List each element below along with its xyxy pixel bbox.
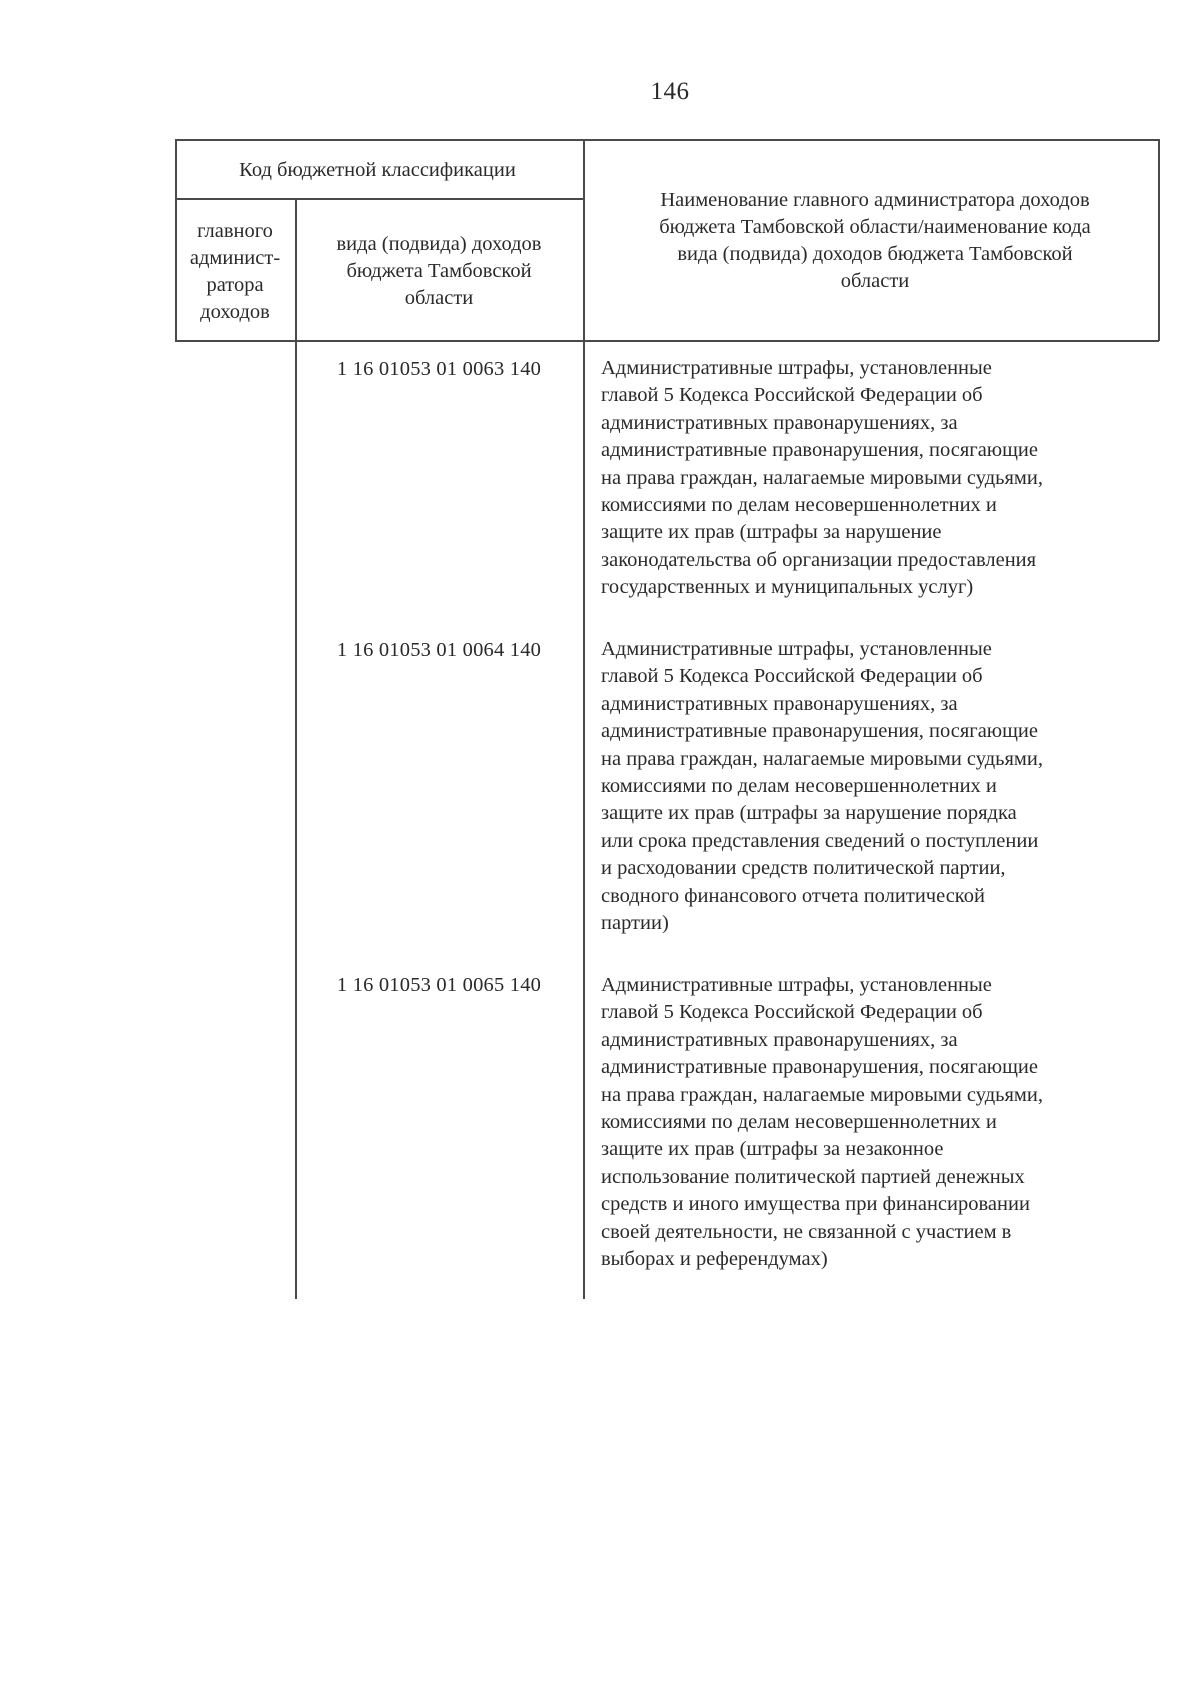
header-name-line: бюджета Тамбовской области/наименование кода — [659, 216, 1091, 238]
description-line: и расходовании средств политической партии, — [601, 857, 1006, 880]
description-line: на права граждан, налагаемые мировыми судьями, — [601, 466, 1044, 489]
description-line: административные правонарушения, посягающие — [601, 439, 1038, 462]
description-line: главой 5 Кодекса Российской Федерации об — [601, 1001, 983, 1024]
description-line: или срока представления сведений о поступлении — [601, 829, 1039, 852]
description-line: сводного финансового отчета политической — [601, 884, 985, 907]
description-line: защите их прав (штрафы за незаконное — [601, 1138, 944, 1161]
row-description — [601, 972, 1141, 1273]
description-line: главой 5 Кодекса Российской Федерации об — [601, 384, 983, 407]
description-line: на права граждан, налагаемые мировыми судьями, — [601, 747, 1044, 770]
header-kind-line: вида (подвида) доходов — [336, 233, 542, 255]
row-description — [601, 636, 1141, 937]
header-admin-column — [176, 218, 294, 326]
description-line: средств и иного имущества при финансировании — [601, 1193, 1030, 1216]
description-line: государственных и муниципальных услуг) — [601, 576, 974, 599]
description-line: комиссиями по делам несовершеннолетних и — [601, 775, 997, 798]
description-line: комиссиями по делам несовершеннолетних и — [601, 1111, 997, 1134]
description-line: Административные штрафы, установленные — [601, 974, 992, 996]
description-line: выборах и референдумах) — [601, 1248, 828, 1271]
description-line: Административные штрафы, установленные — [601, 357, 992, 379]
row-code: 1 16 01053 01 0065 140 — [336, 974, 542, 996]
description-line: административных правонарушениях, за — [601, 692, 958, 715]
description-line: партии) — [601, 912, 669, 935]
column-divider-admin-kind — [295, 198, 297, 1299]
description-line: использование политической партией денежных — [601, 1165, 1025, 1188]
page-number: 146 — [650, 78, 690, 105]
description-line: административных правонарушениях, за — [601, 1028, 958, 1051]
description-line: административные правонарушения, посягающие — [601, 1056, 1038, 1079]
header-name-line: Наименование главного администратора доходов — [660, 189, 1090, 211]
header-name-line: области — [840, 270, 910, 292]
row-code: 1 16 01053 01 0064 140 — [336, 639, 542, 661]
row-description — [601, 355, 1141, 602]
description-line: главой 5 Кодекса Российской Федерации об — [601, 665, 983, 688]
row-code: 1 16 01053 01 0063 140 — [336, 358, 542, 380]
description-line: Административные штрафы, установленные — [601, 638, 992, 660]
header-kind-line: бюджета Тамбовской — [346, 260, 532, 282]
description-line: административных правонарушениях, за — [601, 411, 958, 434]
header-budget-code: Код бюджетной классификации — [239, 159, 516, 181]
header-admin-line: главного — [197, 220, 273, 242]
column-divider-code-name — [583, 139, 585, 1299]
table-top-border — [175, 139, 1159, 141]
description-line: административные правонарушения, посягающие — [601, 720, 1038, 743]
header-kind-line: области — [404, 287, 474, 309]
header-name-line: вида (подвида) доходов бюджета Тамбовской — [677, 243, 1073, 265]
header-admin-line: доходов — [200, 301, 270, 323]
description-line: своей деятельности, не связанной с участием в — [601, 1220, 1012, 1243]
description-line: защите их прав (штрафы за нарушение порядка — [601, 802, 1017, 825]
description-line: законодательства об организации предоставления — [601, 548, 1037, 571]
description-line: комиссиями по делам несовершеннолетних и — [601, 494, 997, 517]
header-admin-line: ратора — [206, 274, 264, 296]
header-bottom-border — [175, 340, 1159, 342]
header-name-column — [590, 187, 1160, 295]
header-code-divider — [175, 198, 583, 200]
description-line: защите их прав (штрафы за нарушение — [601, 521, 942, 544]
header-kind-column — [298, 231, 580, 312]
header-admin-line: админист- — [189, 247, 281, 269]
description-line: на права граждан, налагаемые мировыми судьями, — [601, 1083, 1044, 1106]
